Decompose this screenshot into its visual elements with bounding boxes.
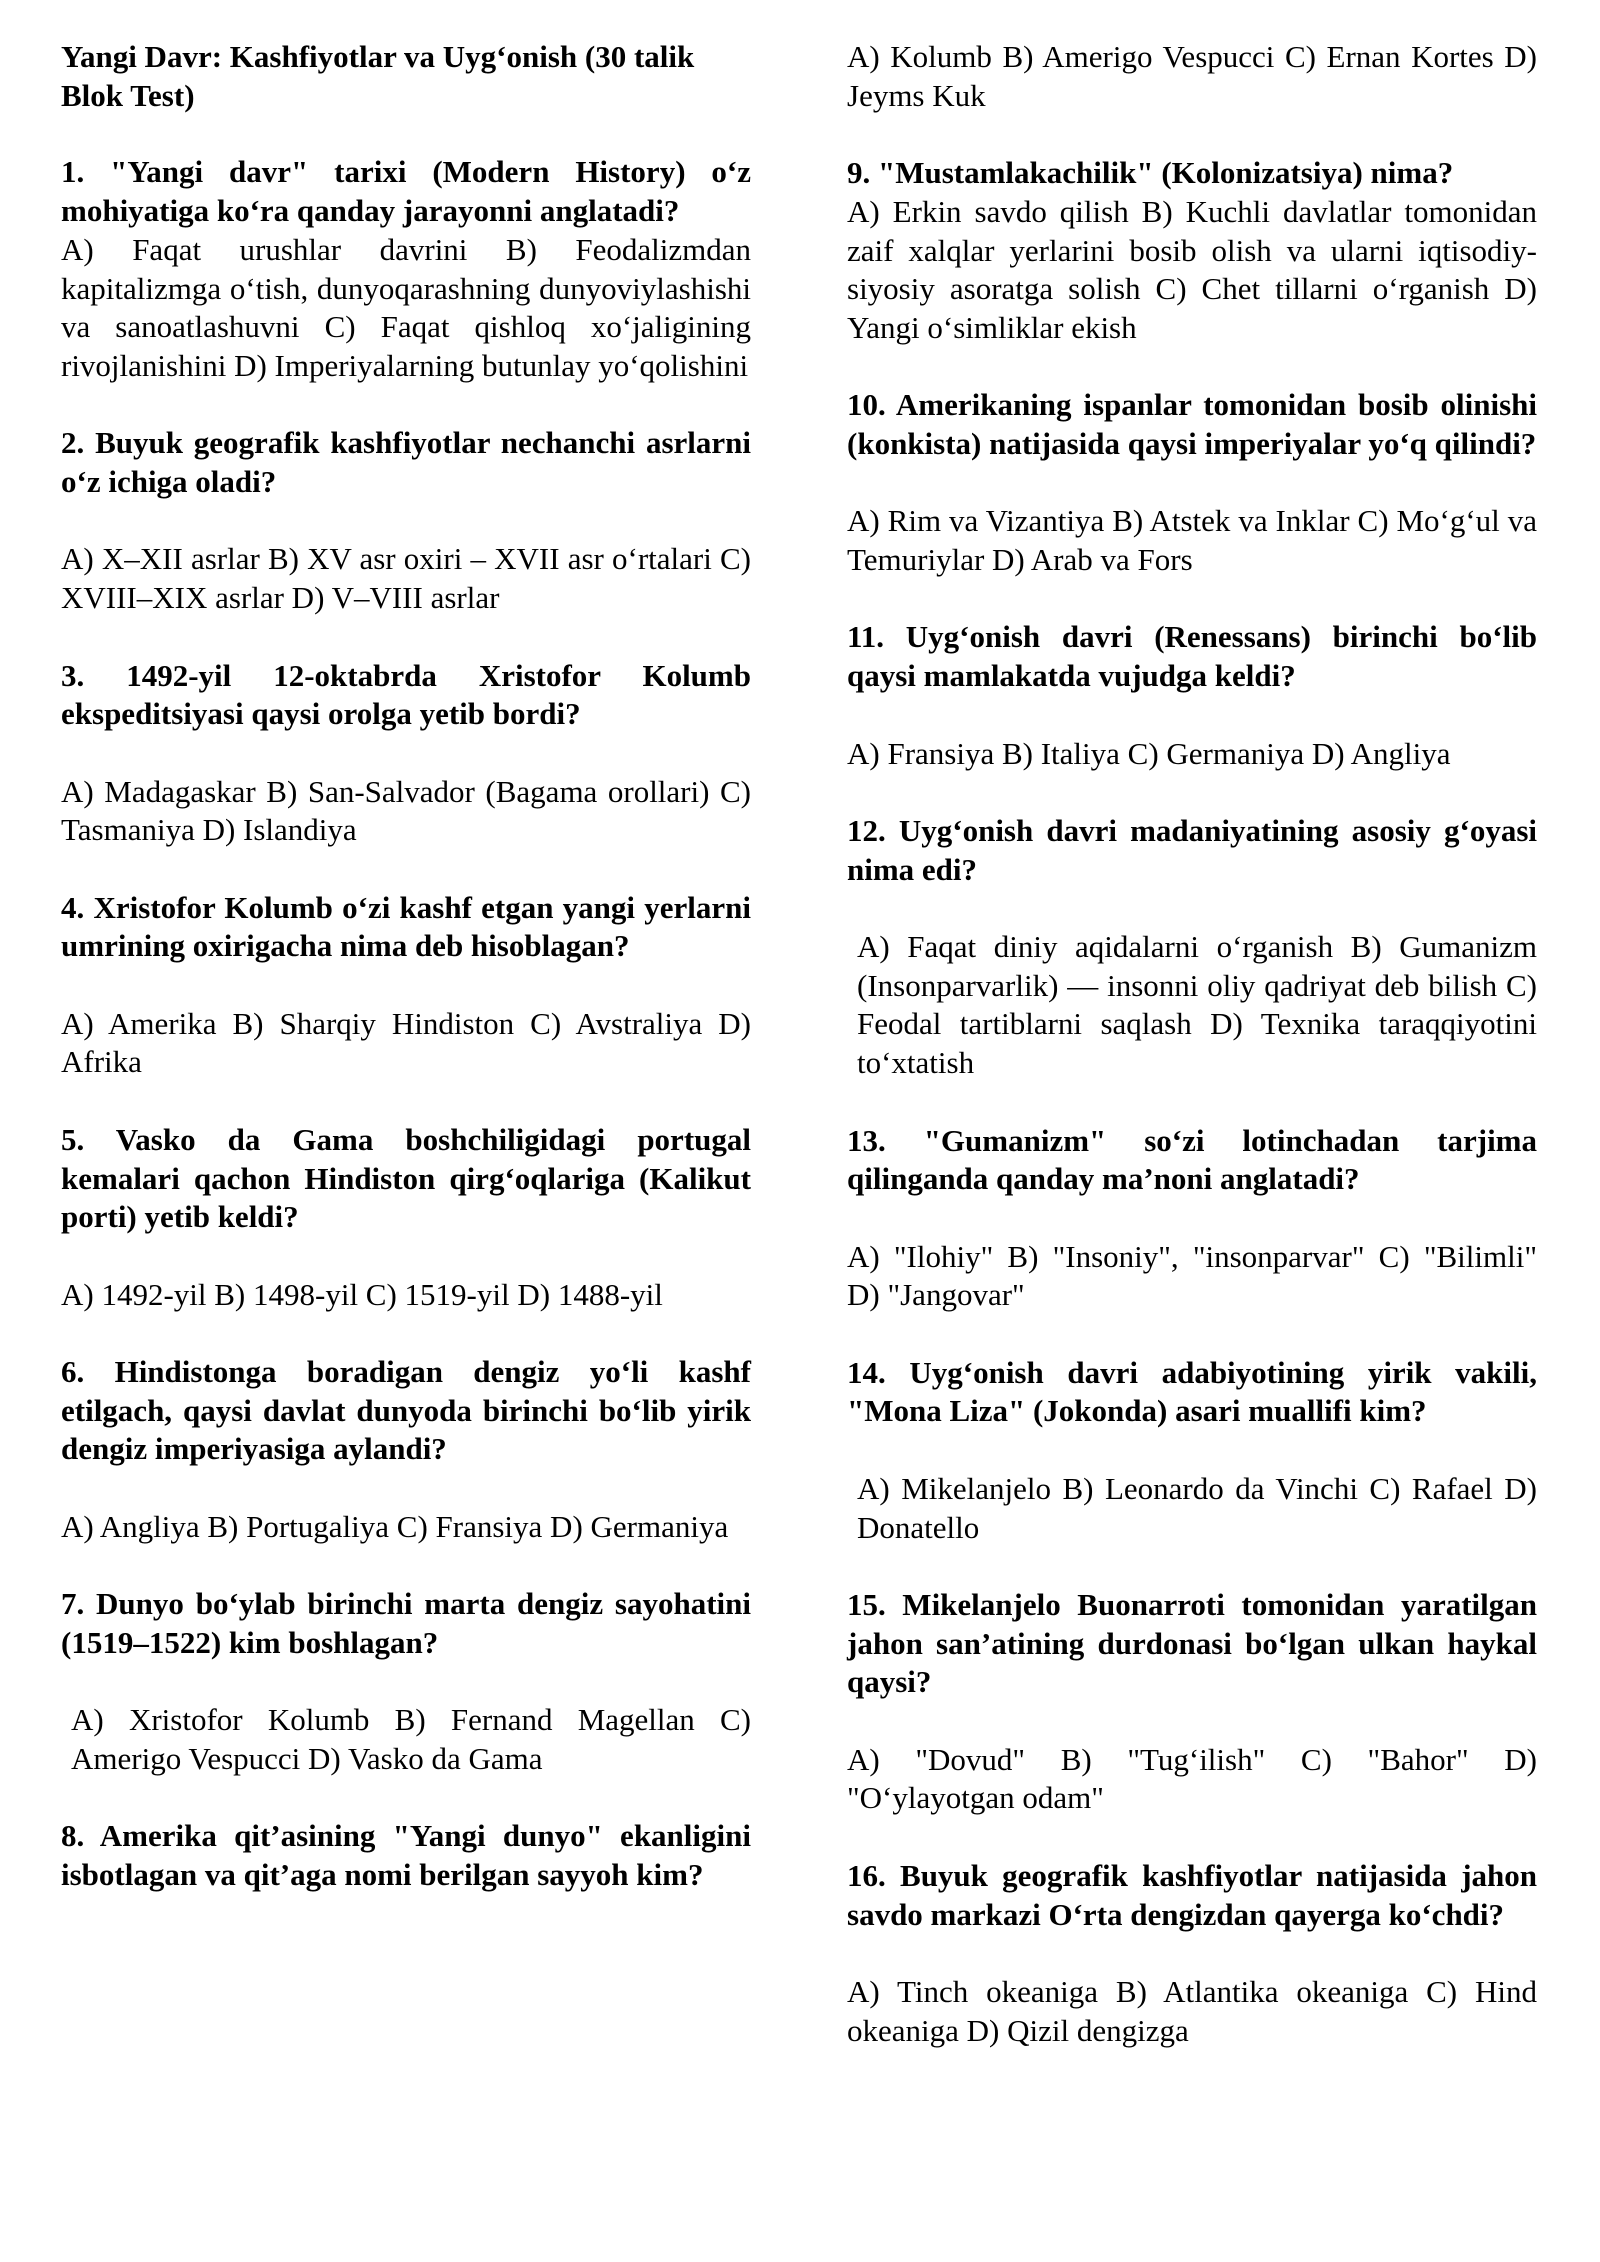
question-block-15 (847, 1586, 1537, 1818)
answer-options: A) Rim va Vizantiya B) Atstek va Inklar C) Mo‘g‘ul va Temuriylar D) Arab va Fors (847, 503, 1537, 578)
answer-options: A) 1492-yil B) 1498-yil C) 1519-yil D) 1488-yil (61, 1276, 663, 1312)
question-text: 8. Amerika qit’asining "Yangi dunyo" ekanligini isbotlagan va qit’aga nomi berilgan sayyoh kim? (61, 1818, 751, 1893)
question-block-10 (847, 386, 1537, 580)
question-block-8 (61, 1817, 751, 1894)
question-block-3 (61, 657, 751, 851)
question-block-7 (61, 1585, 751, 1779)
answer-options: A) Angliya B) Portugaliya C) Fransiya D) Germaniya (61, 1508, 729, 1544)
question-block-5 (61, 1121, 751, 1315)
question-text: 13. "Gumanizm" so‘zi lotinchadan tarjima qilinganda qanday ma’noni anglatadi? (847, 1122, 1537, 1197)
question-text: 11. Uyg‘onish davri (Renessans) birinchi bo‘lib qaysi mamlakatda vujudga keldi? (847, 619, 1537, 694)
page-title: Yangi Davr: Kashfiyotlar va Uyg‘onish (30 talik Blok Test) (61, 39, 695, 113)
question-text: 4. Xristofor Kolumb o‘zi kashf etgan yangi yerlarni umrining oxirigacha nima deb hisoblagan? (61, 889, 751, 964)
answer-options: A) Mikelanjelo B) Leonardo da Vinchi C) Rafael D) Donatello (857, 1470, 1537, 1545)
question-text: 15. Mikelanjelo Buonarroti tomonidan yaratilgan jahon san’atining durdonasi bo‘lgan ulkan haykal qaysi? (847, 1586, 1537, 1700)
answer-options: A) Fransiya B) Italiya C) Germaniya D) Angliya (847, 735, 1451, 771)
right-column (847, 38, 1537, 2050)
question-text: 14. Uyg‘onish davri adabiyotining yirik vakili, "Mona Liza" (Jokonda) asari muallifi kim? (847, 1354, 1537, 1429)
question-block-2 (61, 424, 751, 618)
answer-options: A) Madagaskar B) San-Salvador (Bagama orollari) C) Tasmaniya D) Islandiya (61, 773, 751, 848)
question-text: 1. "Yangi davr" tarixi (Modern History) o‘z mohiyatiga ko‘ra qanday jarayonni anglatadi? (61, 154, 751, 229)
answer-options: A) X–XII asrlar B) XV asr oxiri – XVII asr o‘rtalari C) XVIII–XIX asrlar D) V–VIII asrlar (61, 541, 751, 616)
question-text: 3. 1492-yil 12-oktabrda Xristofor Kolumb ekspeditsiyasi qaysi orolga yetib bordi? (61, 657, 751, 732)
question-text: 7. Dunyo bo‘ylab birinchi marta dengiz sayohatini (1519–1522) kim boshlagan? (61, 1586, 751, 1660)
question-text: 12. Uyg‘onish davri madaniyatining asosiy g‘oyasi nima edi? (847, 812, 1537, 887)
question-text: 16. Buyuk geografik kashfiyotlar natijasida jahon savdo markazi O‘rta dengizdan qayerga ko‘chdi? (847, 1857, 1537, 1932)
question-block-12 (847, 812, 1537, 1083)
question-text: 6. Hindistonga boradigan dengiz yo‘li kashf etilgach, qaysi davlat dunyoda birinchi bo‘lib yirik dengiz imperiyasiga aylandi? (61, 1354, 751, 1467)
answer-options: A) Faqat diniy aqidalarni o‘rganish B) Gumanizm (Insonparvarlik) — insonni oliy qadriyat deb bilish C) Feodal tartiblarni saqlash D) Texnika taraqqiyotini to‘xtatish (857, 929, 1537, 1081)
answer-options: A) Erkin savdo qilish B) Kuchli davlatlar tomonidan zaif xalqlar yerlarini bosib olish va ularni iqtisodiy-siyosiy asoratga solish C) Chet tillarni o‘rganish D) Yangi o‘simliklar ekish (847, 193, 1537, 345)
answer-options: A) Faqat urushlar davrini B) Feodalizmdan kapitalizmga o‘tish, dunyoqarashning dunyoviylashishi va sanoatlashuvni C) Faqat qishloq xo‘jaligining rivojlanishini D) Imperiyalarning butunlay yo‘qolishini (61, 231, 751, 383)
question-block-1 (61, 153, 751, 385)
question-block-4 (61, 889, 751, 1083)
question-block-14 (847, 1354, 1537, 1548)
question-text: 5. Vasko da Gama boshchiligidagi portugal kemalari qachon Hindiston qirg‘oqlariga (Kalikut porti) yetib keldi? (61, 1121, 751, 1235)
question-block-16 (847, 1857, 1537, 2051)
question-text: 10. Amerikaning ispanlar tomonidan bosib olinishi (konkista) natijasida qaysi imperiyalar yo‘q qilindi? (847, 387, 1537, 461)
answer-options: A) Xristofor Kolumb B) Fernand Magellan C) Amerigo Vespucci D) Vasko da Gama (71, 1702, 751, 1777)
question-block-6 (61, 1353, 751, 1547)
answer-options: A) Tinch okeaniga B) Atlantika okeaniga C) Hind okeaniga D) Qizil dengizga (847, 1973, 1537, 2048)
question-text: 9. "Mustamlakachilik" (Kolonizatsiya) nima? (847, 155, 1454, 191)
answer-options: A) Amerika B) Sharqiy Hindiston C) Avstraliya D) Afrika (61, 1005, 751, 1080)
question-block-9 (847, 154, 1537, 348)
answer-options: A) Kolumb B) Amerigo Vespucci C) Ernan Kortes D) Jeyms Kuk (847, 39, 1537, 113)
question-text: 2. Buyuk geografik kashfiyotlar nechanchi asrlarni o‘z ichiga oladi? (61, 425, 751, 500)
question-block-13 (847, 1122, 1537, 1316)
question-block-11 (847, 618, 1537, 773)
answer-options: A) "Ilohiy" B) "Insoniy", "insonparvar" C) "Bilimli" D) "Jangovar" (847, 1238, 1537, 1313)
answer-options: A) "Dovud" B) "Tug‘ilish" C) "Bahor" D) "O‘ylayotgan odam" (847, 1741, 1537, 1816)
left-column (61, 38, 751, 1895)
